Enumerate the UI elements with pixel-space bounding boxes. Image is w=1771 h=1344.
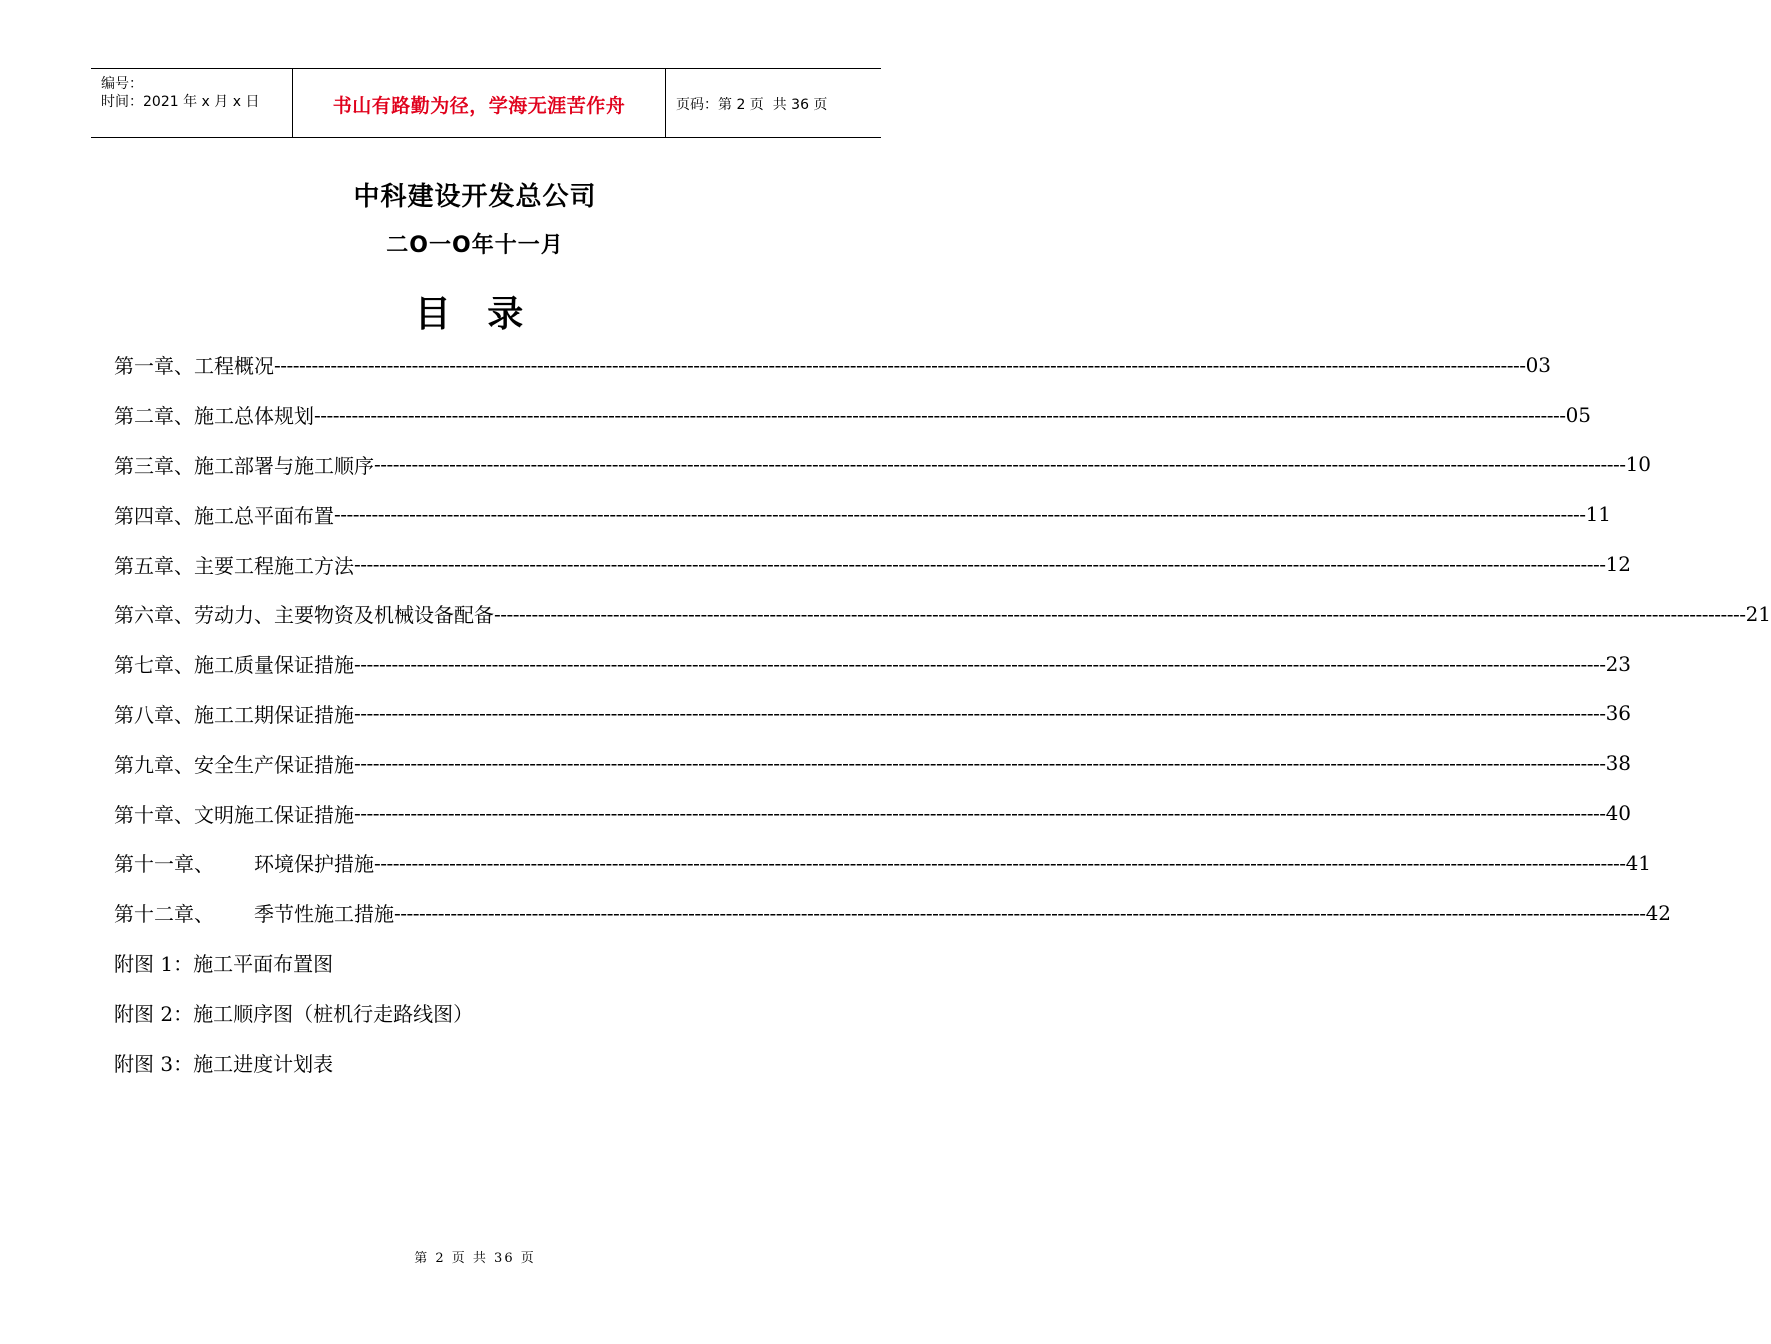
toc-leader-dashes: -------------------------------------------------------------------------------------------------------------------------------------------------------------------------------------------------------- xyxy=(354,801,1606,826)
toc-entry[interactable] xyxy=(114,639,1632,689)
toc-entry-label: 第三章、施工部署与施工顺序 xyxy=(114,453,374,478)
document-date: 二O一O年十一月 xyxy=(386,233,564,258)
motto-text: 书山有路勤为径，学海无涯苦作舟 xyxy=(332,95,626,117)
figure-entry[interactable]: 附图 3：施工进度计划表 xyxy=(114,1051,334,1076)
number-label: 编号： xyxy=(101,76,143,92)
toc-entry[interactable] xyxy=(114,489,1612,539)
toc-leader-dashes: -------------------------------------------------------------------------------------------------------------------------------------------------------------------------------------------------------- xyxy=(494,601,1746,626)
toc-entry-label: 第九章、安全生产保证措施 xyxy=(114,752,354,777)
toc-entry-page: 41 xyxy=(1625,850,1652,875)
toc-entry[interactable] xyxy=(114,838,1652,888)
toc-entry[interactable] xyxy=(114,539,1632,589)
toc-entry-label: 第七章、施工质量保证措施 xyxy=(114,653,354,678)
toc-leader-dashes: -------------------------------------------------------------------------------------------------------------------------------------------------------------------------------------------------------- xyxy=(274,352,1526,377)
toc-entry-page: 03 xyxy=(1525,352,1552,377)
toc-entry-page: 21 xyxy=(1745,601,1771,626)
company-name: 中科建设开发总公司 xyxy=(353,182,597,212)
toc-entry[interactable] xyxy=(114,888,1672,938)
toc-entry[interactable] xyxy=(114,340,1552,390)
toc-entry-page: 36 xyxy=(1605,701,1632,726)
toc-entry-page: 10 xyxy=(1625,452,1652,477)
table-of-contents xyxy=(114,340,1771,1087)
toc-entry-page: 38 xyxy=(1605,751,1632,776)
toc-title: 目 录 xyxy=(414,294,536,335)
toc-entry-label: 第八章、施工工期保证措施 xyxy=(114,702,354,727)
toc-entry-label: 第十章、文明施工保证措施 xyxy=(114,802,354,827)
toc-entry-page: 40 xyxy=(1605,801,1632,826)
toc-entry[interactable] xyxy=(114,738,1632,788)
toc-leader-dashes: -------------------------------------------------------------------------------------------------------------------------------------------------------------------------------------------------------- xyxy=(354,651,1606,676)
toc-entry-label-title: 季节性施工措施 xyxy=(254,902,394,927)
toc-entry-label: 第六章、劳动力、主要物资及机械设备配备 xyxy=(114,603,494,628)
toc-entry-page: 12 xyxy=(1605,552,1632,577)
toc-entry-label: 第五章、主要工程施工方法 xyxy=(114,553,354,578)
toc-entry-label: 第二章、施工总体规划 xyxy=(114,404,314,429)
toc-leader-dashes: -------------------------------------------------------------------------------------------------------------------------------------------------------------------------------------------------------- xyxy=(354,701,1606,726)
toc-entry[interactable] xyxy=(114,589,1771,639)
toc-leader-dashes: -------------------------------------------------------------------------------------------------------------------------------------------------------------------------------------------------------- xyxy=(334,502,1586,527)
toc-entry[interactable] xyxy=(114,689,1632,739)
toc-leader-dashes: -------------------------------------------------------------------------------------------------------------------------------------------------------------------------------------------------------- xyxy=(354,552,1606,577)
header-info-cell xyxy=(91,69,293,137)
toc-leader-dashes: -------------------------------------------------------------------------------------------------------------------------------------------------------------------------------------------------------- xyxy=(394,900,1646,925)
toc-entry[interactable] xyxy=(114,440,1652,490)
toc-leader-dashes: -------------------------------------------------------------------------------------------------------------------------------------------------------------------------------------------------------- xyxy=(374,452,1626,477)
toc-entry-label: 第四章、施工总平面布置 xyxy=(114,503,334,528)
time-label: 时间：2021 年 x 月 x 日 xyxy=(101,94,260,110)
toc-entry-label: 第一章、工程概况 xyxy=(114,354,274,379)
toc-leader-dashes: -------------------------------------------------------------------------------------------------------------------------------------------------------------------------------------------------------- xyxy=(354,751,1606,776)
toc-entry-label-title: 环境保护措施 xyxy=(254,852,374,877)
toc-leader-dashes: -------------------------------------------------------------------------------------------------------------------------------------------------------------------------------------------------------- xyxy=(314,402,1566,427)
page-footer: 第 2 页 共 36 页 xyxy=(414,1251,536,1266)
toc-entry-label: 第十一章、 xyxy=(114,852,214,877)
toc-entry-page: 42 xyxy=(1645,900,1672,925)
toc-entry-page: 23 xyxy=(1605,651,1632,676)
header-page-cell xyxy=(666,69,881,137)
toc-entry[interactable] xyxy=(114,788,1632,838)
toc-leader-dashes: -------------------------------------------------------------------------------------------------------------------------------------------------------------------------------------------------------- xyxy=(374,850,1626,875)
toc-entry-page: 05 xyxy=(1565,402,1592,427)
header-table xyxy=(91,68,881,138)
page-info: 页码：第 2 页 共 36 页 xyxy=(676,97,828,113)
header-motto-cell xyxy=(293,69,666,137)
toc-entry[interactable] xyxy=(114,390,1592,440)
figure-entry[interactable]: 附图 1：施工平面布置图 xyxy=(114,951,334,976)
figure-entry[interactable]: 附图 2：施工顺序图（桩机行走路线图） xyxy=(114,1001,474,1026)
toc-entry-page: 11 xyxy=(1585,502,1612,527)
toc-entry-label: 第十二章、 xyxy=(114,902,214,927)
